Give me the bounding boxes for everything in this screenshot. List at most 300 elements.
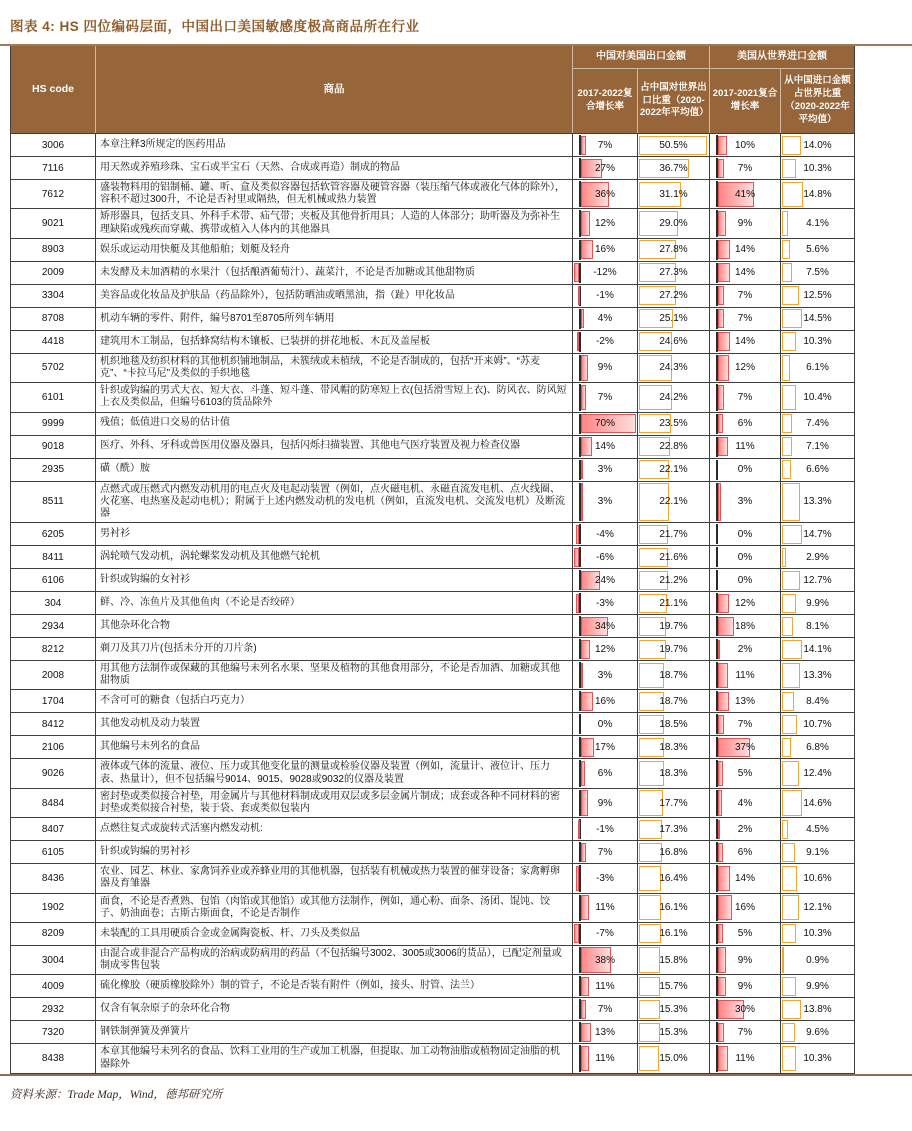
share-databar [639, 843, 662, 862]
growth-value: 2% [737, 823, 753, 835]
growth-databar [718, 761, 722, 786]
growth-databar [718, 385, 724, 410]
databar-axis [716, 547, 718, 567]
cn-share-cell [638, 841, 710, 863]
growth-databar [718, 715, 724, 734]
product-cell: 机织地毯及纺织材料的其他机织铺地制品，未簇绒或未植绒，不论是否制成的，包括“开来姆”、“苏麦克”、“卡拉马尼”及类似的手织地毯 [96, 354, 573, 382]
growth-databar [581, 385, 587, 410]
table-row [11, 568, 854, 591]
share-value: 31.1% [659, 188, 688, 200]
cn-import-share-cell [781, 923, 854, 945]
cn-import-share-cell [781, 975, 854, 997]
growth-value: -6% [596, 551, 614, 563]
growth-value: 7% [737, 391, 753, 403]
product-cell: 鲜、冷、冻鱼片及其他鱼肉（不论是否绞碎） [96, 592, 573, 614]
growth-value: 70% [594, 418, 615, 429]
hs-code-cell: 3304 [11, 285, 96, 307]
us-growth-cell [710, 569, 781, 591]
share-value: 22.1% [659, 496, 688, 508]
table-row [11, 156, 854, 179]
growth-databar [581, 1023, 591, 1042]
us-growth-cell [710, 157, 781, 179]
databar-axis [579, 332, 581, 352]
table-row [11, 712, 854, 735]
share-databar [782, 790, 802, 815]
growth-value: 14% [594, 441, 615, 452]
cn-share-cell [638, 713, 710, 735]
us-growth-cell [710, 736, 781, 758]
growth-databar [576, 594, 578, 613]
us-growth-cell [710, 180, 781, 208]
hs-code-cell: 5702 [11, 354, 96, 382]
share-databar [639, 1023, 660, 1042]
cn-import-share-cell [781, 157, 854, 179]
us-growth-cell [710, 239, 781, 261]
cn-growth-cell [573, 436, 638, 458]
share-value: 29.0% [659, 218, 688, 230]
product-cell: 仅含有氧杂原子的杂环化合物 [96, 998, 573, 1020]
share-value: 16.1% [659, 928, 688, 940]
growth-value: -4% [596, 528, 614, 540]
cn-share-cell [638, 1021, 710, 1043]
product-cell: 其他杂环化合物 [96, 615, 573, 637]
share-value: 22.8% [659, 441, 688, 452]
growth-value: 12% [594, 218, 615, 230]
share-databar [639, 947, 660, 972]
growth-value: 7% [597, 846, 613, 858]
growth-databar [578, 286, 580, 305]
growth-databar [581, 738, 594, 757]
share-databar [782, 947, 784, 972]
product-cell: 美容品或化妆品及护肤品（药品除外），包括防晒油或晒黑油，指（趾）甲化妆品 [96, 285, 573, 307]
share-databar [639, 895, 661, 920]
growth-databar [718, 895, 732, 920]
cn-share-cell [638, 661, 710, 689]
growth-value: 14% [734, 872, 755, 884]
hs-code-cell: 304 [11, 592, 96, 614]
share-databar [782, 385, 796, 410]
growth-value: 7% [737, 1026, 753, 1038]
us-growth-cell [710, 262, 781, 284]
share-value: 6.1% [806, 362, 829, 374]
us-growth-cell [710, 354, 781, 382]
us-growth-cell [710, 661, 781, 689]
share-value: 9.1% [806, 846, 829, 858]
share-value: 7.5% [806, 267, 829, 279]
table-row [11, 637, 854, 660]
hs-code-cell: 6205 [11, 523, 96, 545]
hs-code-cell: 4418 [11, 331, 96, 353]
share-value: 8.4% [806, 695, 829, 707]
cn-share-cell [638, 482, 710, 523]
growth-value: 34% [594, 620, 615, 632]
growth-databar [581, 895, 590, 920]
share-value: 27.3% [659, 267, 688, 279]
growth-value: 13% [594, 1026, 615, 1038]
share-databar [782, 761, 799, 786]
cn-growth-cell [573, 134, 638, 156]
cn-import-share-cell [781, 615, 854, 637]
product-cell: 钢铁制弹簧及弹簧片 [96, 1021, 573, 1043]
growth-value: 7% [737, 162, 753, 174]
growth-databar [574, 263, 579, 282]
share-value: 50.5% [659, 139, 688, 151]
growth-value: 12% [594, 643, 615, 655]
growth-value: -3% [596, 597, 614, 609]
cn-import-share-cell [781, 262, 854, 284]
cn-growth-cell [573, 569, 638, 591]
cn-growth-cell [573, 638, 638, 660]
growth-value: -1% [596, 823, 614, 835]
share-databar [639, 1000, 660, 1019]
table-header [11, 46, 854, 133]
table-row [11, 412, 854, 435]
cn-growth-cell [573, 759, 638, 787]
growth-value: 3% [597, 496, 613, 508]
share-value: 10.6% [803, 872, 832, 884]
growth-value: 36% [594, 188, 615, 200]
cn-import-share-cell [781, 569, 854, 591]
hs-code-cell: 7320 [11, 1021, 96, 1043]
cn-import-share-cell [781, 638, 854, 660]
table-row [11, 545, 854, 568]
share-databar [782, 1000, 801, 1019]
cn-import-share-cell [781, 946, 854, 974]
growth-databar [581, 355, 588, 380]
cn-growth-cell [573, 180, 638, 208]
us-growth-cell [710, 975, 781, 997]
product-cell: 点燃往复式或旋转式活塞内燃发动机: [96, 818, 573, 840]
growth-value: 6% [597, 768, 613, 780]
product-cell: 液体或气体的流量、液位、压力或其他变化量的测量或检验仪器及装置（例如，流量计、液位计、压力表、热量计），但不包括编号9014、9015、9028或9032的仪器及装置 [96, 759, 573, 787]
cn-share-cell [638, 569, 710, 591]
share-value: 10.3% [803, 336, 832, 348]
share-databar [782, 332, 796, 351]
table-row [11, 208, 854, 237]
databar-axis [579, 714, 581, 734]
product-cell: 由混合或非混合产品构成的治病或防病用的药品（不包括编号3002、3005或3006的货品），已配定剂量或制成零售包装 [96, 946, 573, 974]
cn-growth-cell [573, 354, 638, 382]
table-row [11, 1020, 854, 1043]
cn-growth-cell [573, 592, 638, 614]
share-value: 8.1% [806, 620, 829, 632]
cn-share-cell [638, 546, 710, 568]
cn-import-share-cell [781, 482, 854, 523]
cn-growth-cell [573, 308, 638, 330]
growth-databar [718, 437, 727, 456]
share-value: 17.7% [659, 797, 688, 809]
share-databar [782, 571, 800, 590]
hs-code-cell: 8411 [11, 546, 96, 568]
growth-value: 5% [737, 928, 753, 940]
hs-code-cell: 4009 [11, 975, 96, 997]
table-row [11, 1043, 854, 1072]
hs-code-cell: 2008 [11, 661, 96, 689]
share-databar [782, 240, 790, 259]
table-row [11, 922, 854, 945]
product-cell: 针织或钩编的女衬衫 [96, 569, 573, 591]
cn-import-share-cell [781, 459, 854, 481]
share-value: 14.8% [803, 188, 832, 200]
growth-value: 6% [737, 418, 753, 429]
cn-share-cell [638, 894, 710, 922]
cn-share-cell [638, 998, 710, 1020]
cn-growth-cell [573, 1021, 638, 1043]
product-cell: 硫化橡胶（硬质橡胶除外）制的管子，不论是否装有附件（例如，接头、肘管、法兰） [96, 975, 573, 997]
growth-databar [718, 977, 726, 996]
growth-value: 9% [737, 954, 753, 966]
product-cell: 农业、园艺、林业、家禽饲养业或养蜂业用的其他机器，包括装有机械或热力装置的催芽设备；家禽孵卵器及育雏器 [96, 864, 573, 892]
growth-databar [718, 483, 721, 521]
growth-value: 3% [597, 464, 613, 475]
growth-databar [576, 525, 579, 544]
cn-share-cell [638, 157, 710, 179]
hs-code-cell: 7116 [11, 157, 96, 179]
table-row [11, 353, 854, 382]
share-value: 14.5% [803, 313, 832, 325]
hs-code-cell: 8903 [11, 239, 96, 261]
cn-growth-cell [573, 975, 638, 997]
us-growth-cell [710, 946, 781, 974]
cn-share-cell [638, 134, 710, 156]
us-growth-cell [710, 638, 781, 660]
growth-databar [581, 977, 590, 996]
databar-axis [579, 547, 581, 567]
cn-growth-cell [573, 285, 638, 307]
us-growth-cell [710, 331, 781, 353]
table-row [11, 758, 854, 787]
growth-value: 0% [597, 718, 613, 730]
product-cell: 机动车辆的零件、附件，编号8701至8705所列车辆用 [96, 308, 573, 330]
cn-growth-cell [573, 946, 638, 974]
share-value: 16.8% [659, 846, 688, 858]
cn-import-share-cell [781, 736, 854, 758]
cn-share-cell [638, 459, 710, 481]
col-header-us-growth: 2017-2021复合增长率 [710, 69, 781, 133]
share-databar [639, 977, 660, 996]
cn-growth-cell [573, 262, 638, 284]
us-growth-cell [710, 998, 781, 1020]
share-databar [782, 843, 795, 862]
growth-databar [718, 790, 721, 815]
share-value: 19.7% [659, 620, 688, 632]
table-row [11, 863, 854, 892]
cn-growth-cell [573, 209, 638, 237]
share-value: 15.8% [659, 954, 688, 966]
share-value: 15.3% [659, 1026, 688, 1038]
share-databar [782, 437, 792, 456]
table-row [11, 997, 854, 1020]
cn-share-cell [638, 523, 710, 545]
growth-databar [718, 1023, 724, 1042]
cn-growth-cell [573, 923, 638, 945]
cn-import-share-cell [781, 759, 854, 787]
cn-growth-cell [573, 864, 638, 892]
growth-databar [718, 617, 733, 636]
hs-code-cell: 2935 [11, 459, 96, 481]
share-databar [782, 159, 796, 178]
share-value: 7.4% [806, 418, 829, 429]
cn-growth-cell [573, 736, 638, 758]
cn-import-share-cell [781, 546, 854, 568]
us-growth-cell [710, 482, 781, 523]
share-databar [782, 548, 786, 567]
table-row [11, 522, 854, 545]
share-value: 10.3% [803, 928, 832, 940]
cn-import-share-cell [781, 894, 854, 922]
growth-databar [718, 1046, 727, 1071]
hs-code-cell: 8511 [11, 482, 96, 523]
cn-import-share-cell [781, 818, 854, 840]
share-value: 21.2% [659, 574, 688, 586]
hs-code-cell: 8209 [11, 923, 96, 945]
table-row [11, 238, 854, 261]
growth-value: 12% [734, 597, 755, 609]
cn-share-cell [638, 864, 710, 892]
growth-value: 10% [734, 139, 755, 151]
share-value: 36.7% [659, 162, 688, 174]
cn-growth-cell [573, 331, 638, 353]
databar-axis [716, 524, 718, 544]
col-header-cn-import-share: 从中国进口金额占世界比重（2020-2022年平均值） [784, 75, 851, 125]
share-value: 7.1% [806, 441, 829, 452]
share-value: 15.0% [659, 1053, 688, 1064]
growth-databar [718, 640, 720, 659]
growth-value: 3% [597, 669, 613, 681]
cn-import-share-cell [781, 789, 854, 817]
table-row [11, 261, 854, 284]
growth-databar [718, 211, 726, 236]
growth-databar [578, 820, 580, 839]
share-value: 6.8% [806, 741, 829, 753]
hs-code-cell: 9018 [11, 436, 96, 458]
share-value: 14.6% [803, 797, 832, 809]
growth-value: 18% [734, 620, 755, 632]
share-value: 9.9% [806, 980, 829, 992]
cn-share-cell [638, 923, 710, 945]
share-value: 10.3% [803, 1053, 832, 1064]
share-value: 23.5% [659, 418, 688, 429]
share-databar [782, 640, 802, 659]
share-value: 12.7% [803, 574, 832, 586]
table-row [11, 591, 854, 614]
cn-import-share-cell [781, 354, 854, 382]
share-value: 21.6% [659, 551, 688, 563]
cn-import-share-cell [781, 180, 854, 208]
cn-import-share-cell [781, 239, 854, 261]
growth-databar [718, 355, 728, 380]
growth-value: 16% [734, 902, 755, 914]
us-growth-cell [710, 1021, 781, 1043]
cn-share-cell [638, 592, 710, 614]
growth-databar [718, 309, 724, 328]
share-databar [782, 692, 794, 711]
share-value: 18.7% [659, 669, 688, 681]
growth-databar [581, 843, 587, 862]
growth-databar [718, 820, 720, 839]
growth-databar [718, 947, 726, 972]
share-value: 9.6% [806, 1026, 829, 1038]
hs-code-cell: 6101 [11, 383, 96, 411]
us-growth-cell [710, 894, 781, 922]
growth-value: 11% [595, 1053, 615, 1064]
us-growth-cell [710, 615, 781, 637]
cn-import-share-cell [781, 1044, 854, 1072]
hs-code-cell: 2009 [11, 262, 96, 284]
cn-growth-cell [573, 894, 638, 922]
share-value: 21.7% [659, 528, 688, 540]
product-cell: 娱乐或运动用快艇及其他船舶；划艇及轻舟 [96, 239, 573, 261]
databar-axis [579, 593, 581, 613]
cn-growth-cell [573, 239, 638, 261]
table-row [11, 382, 854, 411]
hs-code-cell: 8708 [11, 308, 96, 330]
cn-growth-cell [573, 841, 638, 863]
share-databar [782, 136, 801, 155]
product-cell: 针织或钩编的男衬衫 [96, 841, 573, 863]
table-row [11, 481, 854, 523]
cn-growth-cell [573, 789, 638, 817]
cn-share-cell [638, 180, 710, 208]
product-cell: 涡轮喷气发动机，涡轮螺桨发动机及其他燃气轮机 [96, 546, 573, 568]
table-row [11, 735, 854, 758]
table-body [11, 133, 854, 1073]
product-cell: 本章注释3所规定的医药用品 [96, 134, 573, 156]
us-growth-cell [710, 759, 781, 787]
share-value: 10.3% [803, 162, 832, 174]
product-cell: 用天然或养殖珍珠、宝石或半宝石（天然、合成或再造）制成的物品 [96, 157, 573, 179]
us-growth-cell [710, 841, 781, 863]
product-cell: 其他发动机及动力装置 [96, 713, 573, 735]
share-value: 27.2% [659, 290, 688, 302]
growth-value: 30% [734, 1003, 755, 1015]
share-value: 16.4% [659, 872, 688, 884]
table-row [11, 284, 854, 307]
cn-growth-cell [573, 459, 638, 481]
growth-value: 14% [734, 267, 755, 279]
growth-value: 7% [737, 313, 753, 325]
share-databar [782, 355, 790, 380]
product-cell: 用其他方法制作或保藏的其他编号未列名水果、坚果及植物的其他食用部分，不论是否加酒、加糖或其他甜物质 [96, 661, 573, 689]
cn-import-share-cell [781, 592, 854, 614]
hs-code-cell: 1704 [11, 690, 96, 712]
cn-import-share-cell [781, 713, 854, 735]
growth-value: 16% [594, 695, 615, 707]
cn-growth-cell [573, 690, 638, 712]
share-databar [782, 866, 797, 891]
share-value: 4.1% [806, 218, 829, 230]
hs-code-cell: 1902 [11, 894, 96, 922]
growth-value: 11% [735, 441, 755, 452]
hs-code-cell: 2932 [11, 998, 96, 1020]
us-growth-cell [710, 923, 781, 945]
growth-databar [718, 594, 728, 613]
growth-value: -12% [593, 267, 617, 279]
product-cell: 盛装物料用的铝制桶、罐、听、盒及类似容器包括软管容器及硬管容器（装压缩气体或液化气体的除外），容积不超过300升，不论是否衬里或隔热，但无机械或热力装置 [96, 180, 573, 208]
growth-databar [718, 263, 730, 282]
share-databar [782, 663, 800, 688]
cn-share-cell [638, 736, 710, 758]
growth-databar [581, 309, 584, 328]
cn-import-share-cell [781, 209, 854, 237]
product-cell: 剃刀及其刀片(包括未分开的刀片条) [96, 638, 573, 660]
product-cell: 面食，不论是否煮熟、包馅（肉馅或其他馅）或其他方法制作，例如，通心粉、面条、汤团、馄饨、饺子、奶油面卷；古斯古斯面食，不论是否制作 [96, 894, 573, 922]
cn-import-share-cell [781, 523, 854, 545]
growth-databar [581, 692, 594, 711]
growth-value: 7% [597, 1003, 613, 1015]
hs-code-cell: 9021 [11, 209, 96, 237]
table-row [11, 435, 854, 458]
